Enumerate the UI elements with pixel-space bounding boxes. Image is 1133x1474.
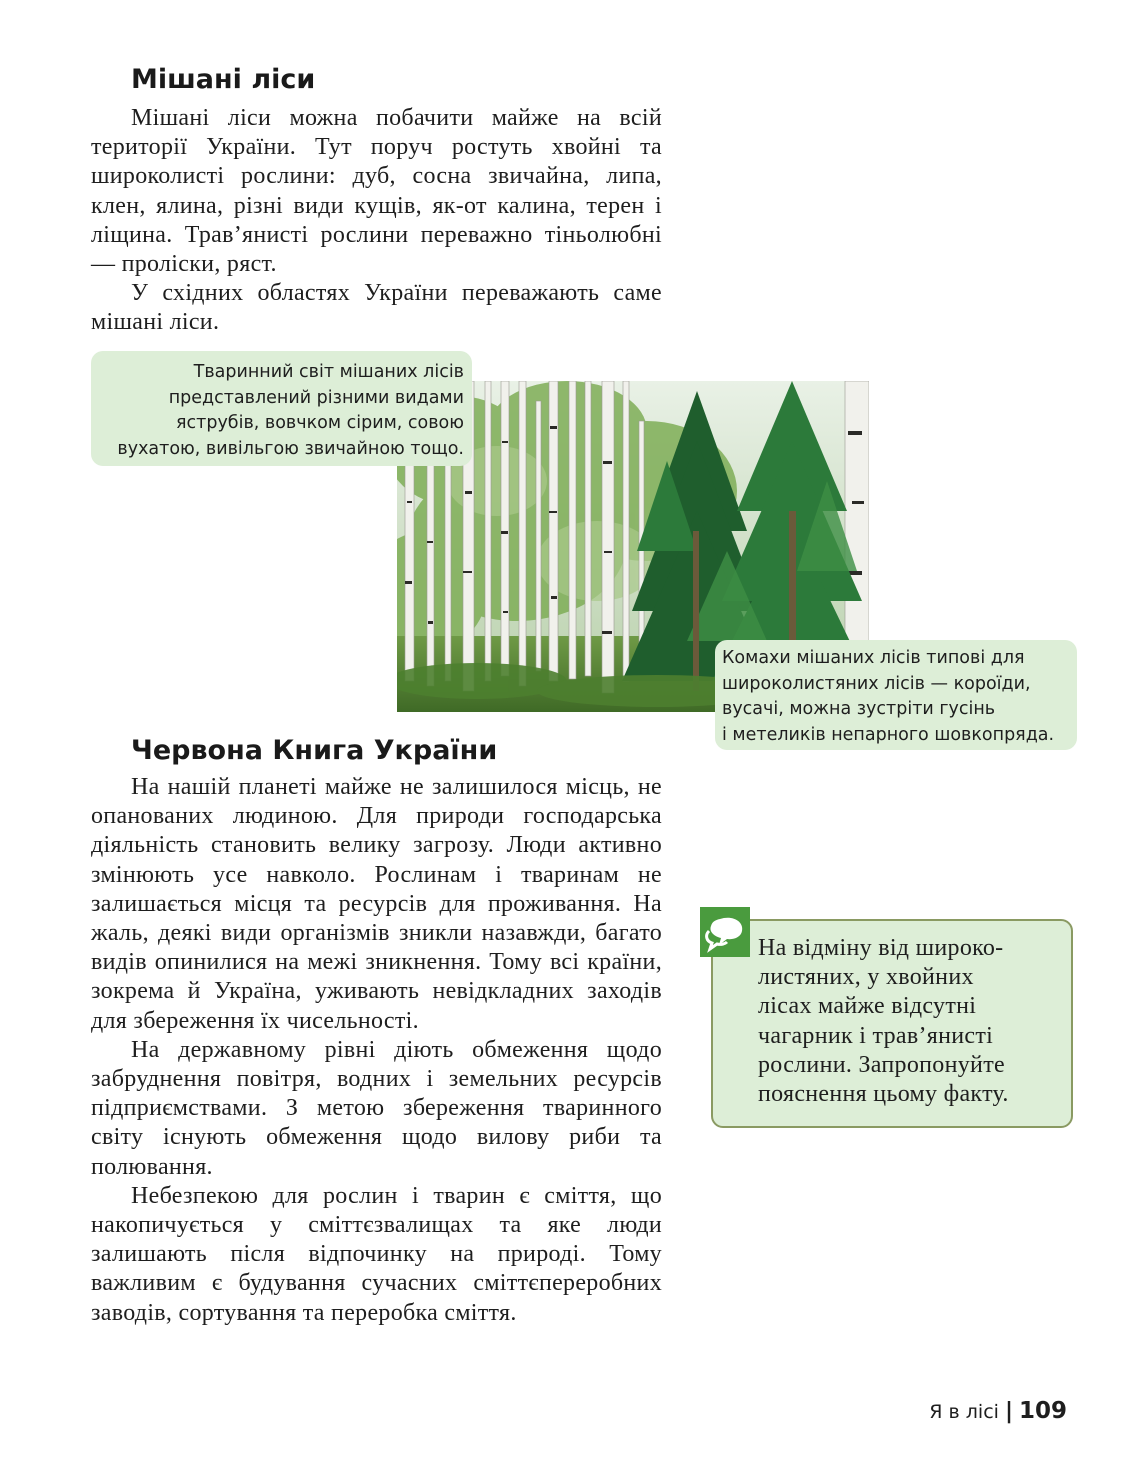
task-line: лісах майже відсутні	[758, 993, 977, 1020]
callout-line: Комахи мішаних лісів типові для	[722, 648, 1025, 668]
section-title-red-book: Червона Книга України	[131, 735, 498, 766]
paragraph: На державному рівні діють обмеження щодо забруднення повітря, водних і земельних ресурсів підприємствами. З метою збереження тваринного світу існують обмеження щодо вилову риби та полювання.	[91, 1036, 662, 1180]
callout-line: широколистяних лісів — короїди,	[722, 673, 1031, 694]
task-line: рослини. Запропонуйте	[758, 1051, 1005, 1078]
red-book-text	[91, 773, 662, 1328]
task-line: листяних, у хвойних	[758, 964, 974, 991]
paragraph: На нашій планеті майже не залишилося місць, не опанованих людиною. Для природи господарська діяльність становить велику загрозу. Люди активно змінюють усе навколо. Рослинам і тваринам не залишається місця та ресурсів для проживання. На жаль, деякі види організмів зникли назавжди, багато видів опинилися на межі зникнення. Тому всі країни, зокрема й Україна, уживають невідкладних заходів для збереження їх чисельності.	[91, 774, 662, 1034]
callout-line: представлений різними видами	[168, 387, 464, 408]
paragraph: Мішані ліси можна побачити майже на всій території України. Тут поруч ростуть хвойні та широколисті рослини: дуб, сосна звичайна, липа, клен, ялина, різні види кущів, як-от калина, терен і ліщина. Трав’янисті рослини переважно тіньолюбні — проліски, ряст.	[91, 105, 662, 278]
callout-line: Тваринний світ мішаних лісів	[193, 362, 464, 382]
footer-section-name: Я в лісі	[929, 1401, 999, 1423]
discussion-task-text	[758, 934, 1068, 1109]
callout-line: і метеликів непарного шовкопряда.	[722, 724, 1055, 745]
callout-animals	[91, 351, 472, 466]
mixed-forests-text	[91, 104, 662, 338]
callout-line: вусачі, можна зустріти гусінь	[722, 699, 996, 719]
callout-line: яструбів, вовчком сірим, совою	[176, 413, 464, 433]
page-footer	[929, 1398, 1067, 1424]
callout-line: вухатою, вивільгою звичайною тощо.	[117, 438, 464, 459]
footer-separator: |	[1004, 1399, 1013, 1424]
paragraph: Небезпекою для рослин і тварин є сміття, що накопичується у сміттєзвалищах та яке люди залишають після відпочинку на природі. Тому важливим є будування сучасних сміттєпереробних заводів, сортування та переробка сміття.	[91, 1182, 662, 1326]
page-number: 109	[1018, 1398, 1067, 1424]
task-line: пояснення цьому факту.	[758, 1081, 1009, 1108]
task-line: На відміну від широко-	[758, 935, 1004, 961]
task-line: чагарник і трав’янисті	[758, 1022, 994, 1049]
callout-insects	[715, 640, 1077, 750]
section-title-mixed-forests: Мішані ліси	[131, 64, 316, 95]
paragraph: У східних областях України переважають саме мішані ліси.	[91, 280, 662, 336]
discussion-icon	[700, 907, 750, 957]
